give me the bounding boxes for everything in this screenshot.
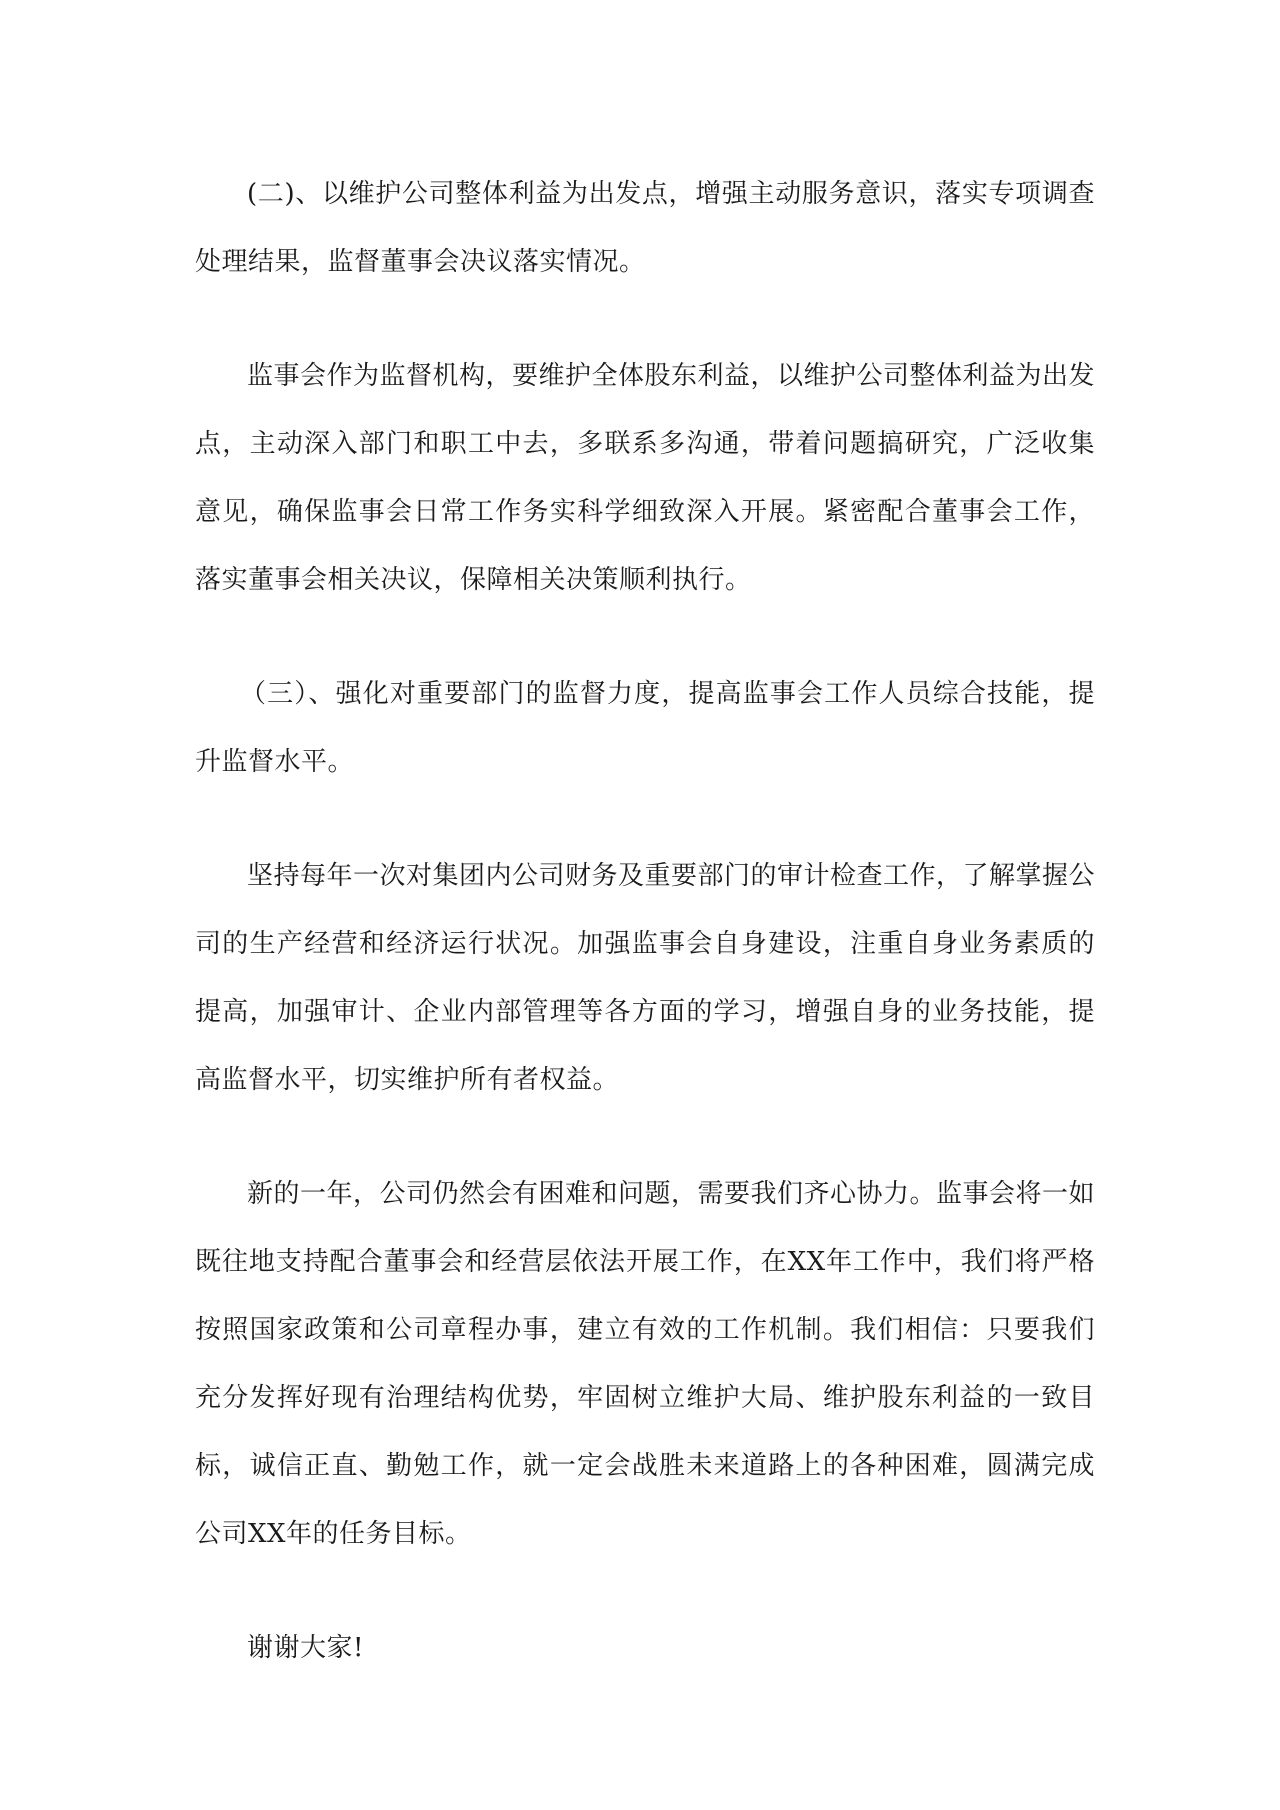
document-body xyxy=(195,160,1095,1682)
section-heading-2: (二)、以维护公司整体利益为出发点，增强主动服务意识，落实专项调查处理结果，监督董事会决议落实情况。 xyxy=(195,179,1095,277)
paragraph-new-year: 新的一年，公司仍然会有困难和问题，需要我们齐心协力。监事会将一如既往地支持配合董事会和经营层依法开展工作，在XX年工作中，我们将严格按照国家政策和公司章程办事，建立有效的工作机制。我们相信：只要我们充分发挥好现有治理结构优势，牢固树立维护大局、维护股东利益的一致目标，诚信正直、勤勉工作，就一定会战胜未来道路上的各种困难，圆满完成公司XX年的任务目标。 xyxy=(195,1179,1096,1549)
section-heading-3: （三）、强化对重要部门的监督力度，提高监事会工作人员综合技能，提升监督水平。 xyxy=(195,679,1095,777)
paragraph-audit-work: 坚持每年一次对集团内公司财务及重要部门的审计检查工作，了解掌握公司的生产经营和经济运行状况。加强监事会自身建设，注重自身业务素质的提高，加强审计、企业内部管理等各方面的学习，增强自身的业务技能，提高监督水平，切实维护所有者权益。 xyxy=(195,861,1096,1095)
closing-remark: 谢谢大家! xyxy=(247,1633,364,1663)
paragraph-supervisory-role: 监事会作为监督机构，要维护全体股东利益，以维护公司整体利益为出发点，主动深入部门和职工中去，多联系多沟通，带着问题搞研究，广泛收集意见，确保监事会日常工作务实科学细致深入开展。紧密配合董事会工作，落实董事会相关决议，保障相关决策顺利执行。 xyxy=(195,361,1096,595)
